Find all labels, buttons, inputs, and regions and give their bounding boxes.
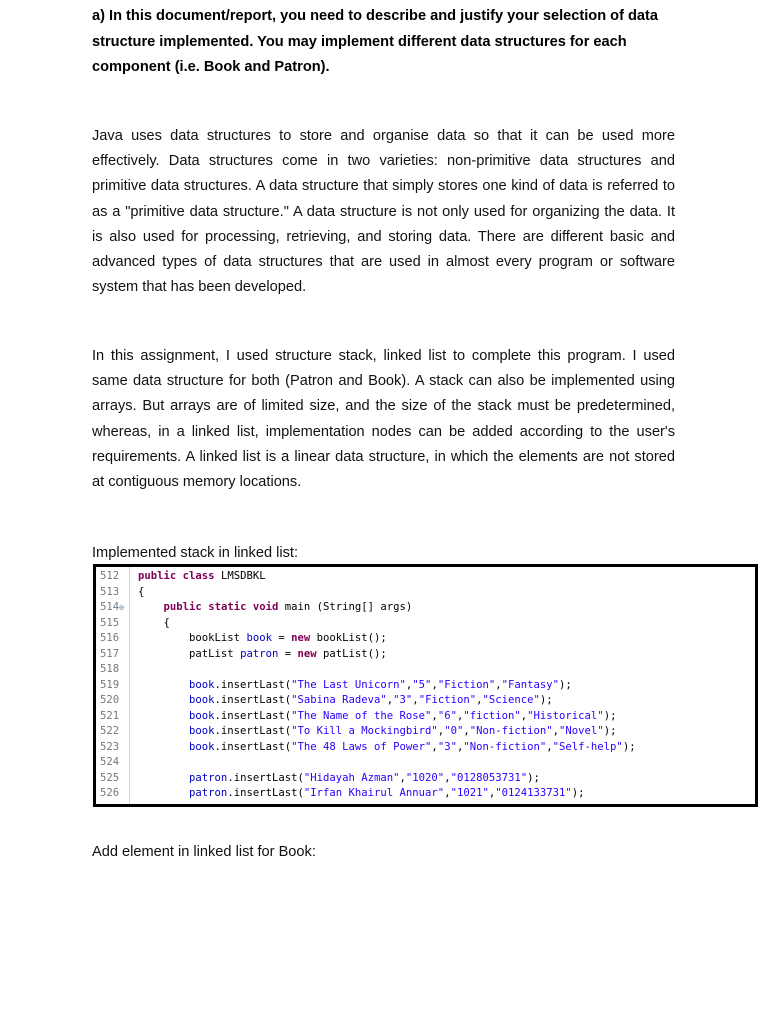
code-text: patron.insertLast("Irfan Khairul Annuar","1021","0124133731"); (189, 787, 585, 799)
code-line (96, 724, 755, 740)
line-number: 524 (100, 756, 120, 768)
code-screenshot (93, 564, 758, 807)
paragraph-assignment: In this assignment, I used structure stack, linked list to complete this program. I used same data structure for both (Patron and Book). A stack can also be implemented using arrays. But arrays are of limited size, and the size of the stack must be predetermined, whereas, in a linked list, implementation nodes can be added according to the user's requirements. A linked list is a linear data structure, in which the elements are not stored at contiguous memory locations. (92, 348, 675, 491)
code-line (96, 771, 755, 787)
caption-stack-linked-list: Implemented stack in linked list: (92, 545, 299, 561)
line-number: 522 (100, 725, 120, 737)
fold-collapse-icon: ⊖ (119, 603, 124, 612)
line-number: 526 (100, 787, 120, 799)
line-number: 513 (100, 585, 120, 598)
code-line (96, 585, 755, 601)
line-number: 512 (100, 570, 120, 582)
code-text: patron.insertLast("Hidayah Azman","1020","0128053731"); (189, 771, 540, 784)
code-line (96, 755, 755, 771)
code-text: public class LMSDBKL (138, 570, 266, 582)
code-text: book.insertLast("To Kill a Mockingbird","0","Non-fiction","Novel"); (189, 725, 617, 737)
code-listing (96, 569, 755, 802)
line-number: 518 (100, 663, 120, 675)
code-line (96, 678, 755, 694)
line-number: 520 (100, 694, 120, 706)
code-line (96, 662, 755, 678)
question-heading: a) In this document/report, you need to describe and justify your selection of data structure implemented. You may implement different data structures for each component (i.e. Book and Patron). (92, 8, 658, 75)
caption-add-book: Add element in linked list for Book: (92, 844, 316, 860)
line-number: 517 (100, 647, 120, 660)
code-text: public static void main (String[] args) (163, 601, 413, 613)
code-text: { (138, 585, 145, 598)
line-number: 523 (100, 740, 120, 753)
code-line (96, 786, 755, 802)
line-number: 519 (100, 678, 120, 691)
code-line (96, 616, 755, 632)
line-number: 525 (100, 771, 120, 784)
code-line (96, 631, 755, 647)
paragraph-data-structures: Java uses data structures to store and organise data so that it can be used more effectively. Data structures come in two varieties: non-primitive data structures and primitive data structures. A data structure that simply stores one kind of data is referred to as a "primitive data structure." A data structure is not only used for organizing the data. It is also used for processing, retrieving, and storing data. There are different basic and advanced types of data structures that are used in almost every program or software system that has been developed. (92, 128, 675, 296)
code-line (96, 569, 755, 585)
code-line (96, 693, 755, 709)
code-text: book.insertLast("Sabina Radeva","3","Fiction","Science"); (189, 694, 553, 706)
code-text: book.insertLast("The Last Unicorn","5","Fiction","Fantasy"); (189, 678, 572, 691)
code-text: patList patron = new patList(); (138, 647, 387, 660)
line-number: 515 (100, 616, 120, 629)
line-number: 516 (100, 632, 120, 644)
code-line (96, 740, 755, 756)
code-text: book.insertLast("The 48 Laws of Power","3","Non-fiction","Self-help"); (189, 740, 636, 753)
code-text: book.insertLast("The Name of the Rose","6","fiction","Historical"); (189, 709, 617, 722)
line-number: 521 (100, 709, 120, 722)
code-line (96, 600, 755, 616)
code-text: { (138, 616, 170, 629)
line-number: 514⊖ (100, 601, 124, 613)
code-text: bookList book = new bookList(); (138, 632, 387, 644)
code-line (96, 709, 755, 725)
code-line (96, 647, 755, 663)
